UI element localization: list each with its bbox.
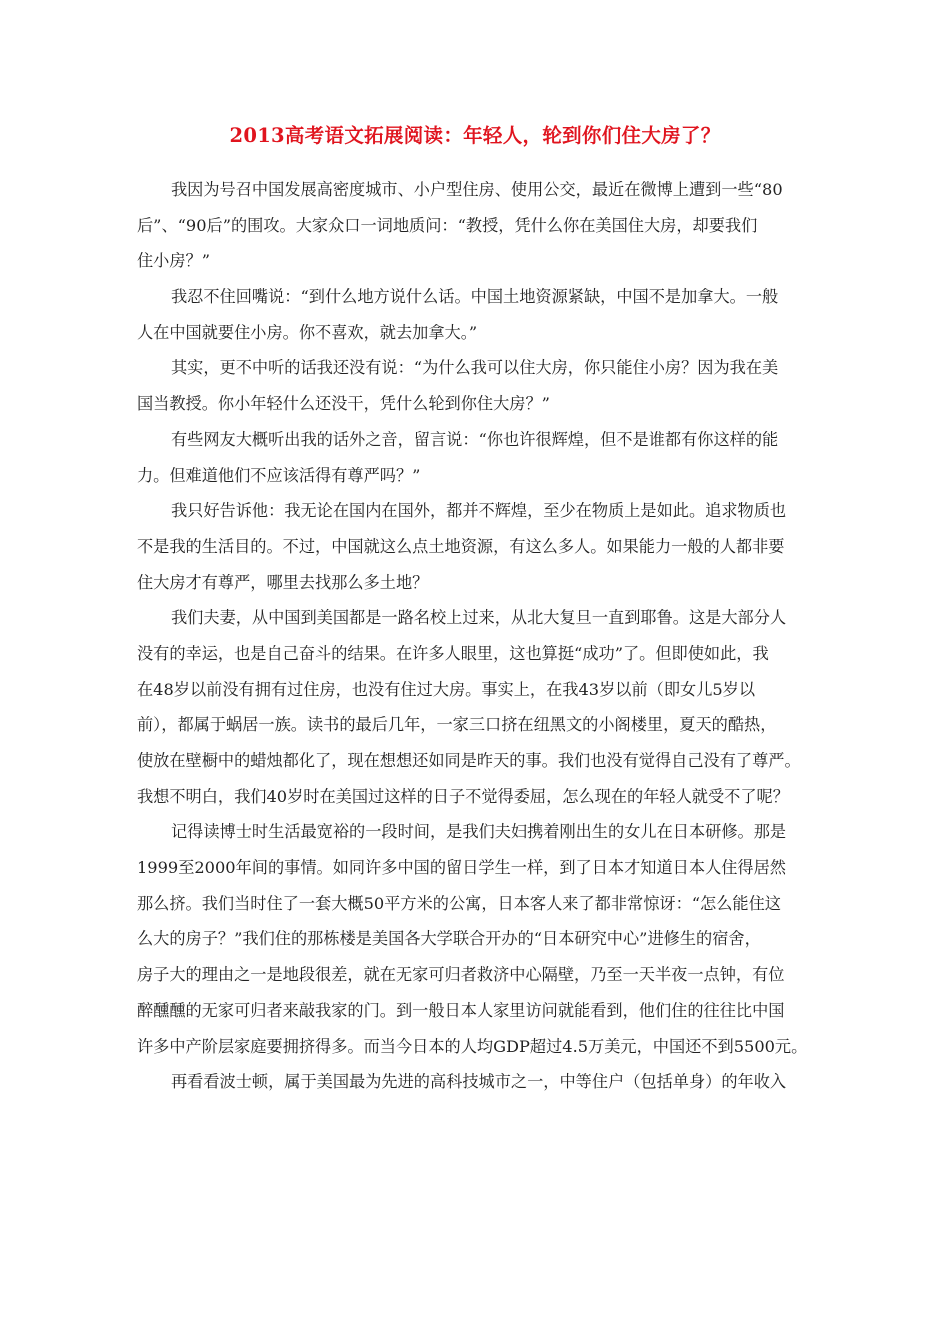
text-line: 我想不明白，我们40岁时在美国过这样的日子不觉得委屈，怎么现在的年轻人就受不了呢？ <box>137 786 789 806</box>
text-line: 1999至2000年间的事情。如同许多中国的留日学生一样，到了日本才知道日本人住得居然 <box>137 858 786 878</box>
text-line: 我们夫妻，从中国到美国都是一路名校上过来，从北大复旦一直到耶鲁。这是大部分人 <box>171 608 787 628</box>
text-line: 醉醺醺的无家可归者来敲我家的门。到一般日本人家里访问就能看到，他们住的往往比中国 <box>137 1000 785 1020</box>
article-body <box>137 172 825 1100</box>
text-line: 那么挤。我们当时住了一套大概50平方米的公寓，日本客人来了都非常惊讶：“怎么能住这 <box>137 893 781 913</box>
text-line: 前），都属于蜗居一族。读书的最后几年，一家三口挤在纽黑文的小阁楼里，夏天的酷热， <box>137 715 777 735</box>
text-line: 住小房？” <box>137 251 211 271</box>
document-title: 2013高考语文拓展阅读：年轻人，轮到你们住大房了？ <box>229 124 721 147</box>
text-line: 我忍不住回嘴说：“到什么地方说什么话。中国土地资源紧缺，中国不是加拿大。一般 <box>171 287 779 307</box>
text-line: 力。但难道他们不应该活得有尊严吗？” <box>137 465 421 485</box>
text-line: 住大房才有尊严，哪里去找那么多土地？ <box>137 572 429 592</box>
text-line: 房子大的理由之一是地段很差，就在无家可归者救济中心隔壁，乃至一天半夜一点钟，有位 <box>137 965 785 985</box>
text-line: 记得读博士时生活最宽裕的一段时间，是我们夫妇携着刚出生的女儿在日本研修。那是 <box>171 822 787 842</box>
text-line: 后”、“90后”的围攻。大家众口一词地质问：“教授，凭什么你在美国住大房，却要我们 <box>137 215 758 235</box>
text-line: 其实，更不中听的话我还没有说：“为什么我可以住大房，你只能住小房？因为我在美 <box>171 358 779 378</box>
text-line: 有些网友大概听出我的话外之音，留言说：“你也许很辉煌，但不是谁都有你这样的能 <box>171 429 779 449</box>
text-line: 国当教授。你小年轻什么还没干，凭什么轮到你住大房？” <box>137 394 550 414</box>
text-line: 再看看波士顿，属于美国最为先进的高科技城市之一，中等住户（包括单身）的年收入 <box>171 1072 787 1092</box>
text-line: 许多中产阶层家庭要拥挤得多。而当今日本的人均GDP超过4.5万美元，中国还不到5500元。 <box>137 1036 808 1056</box>
text-line: 不是我的生活目的。不过，中国就这么点土地资源，有这么多人。如果能力一般的人都非要 <box>137 536 785 556</box>
text-line: 么大的房子？”我们住的那栋楼是美国各大学联合开办的“日本研究中心”进修生的宿舍， <box>137 929 761 949</box>
text-line: 没有的幸运，也是自己奋斗的结果。在许多人眼里，这也算挺“成功”了。但即使如此，我 <box>137 643 769 663</box>
text-line: 我只好告诉他：我无论在国内在国外，都并不辉煌，至少在物质上是如此。追求物质也 <box>171 501 787 521</box>
text-line: 人在中国就要住小房。你不喜欢，就去加拿大。” <box>137 322 478 342</box>
text-line: 我因为号召中国发展高密度城市、小户型住房、使用公交，最近在微博上遭到一些“80 <box>171 180 783 199</box>
text-line: 使放在壁橱中的蜡烛都化了，现在想想还如同是昨天的事。我们也没有觉得自己没有了尊严。 <box>137 751 801 770</box>
text-line: 在48岁以前没有拥有过住房，也没有住过大房。事实上，在我43岁以前（即女儿5岁以 <box>137 679 756 699</box>
